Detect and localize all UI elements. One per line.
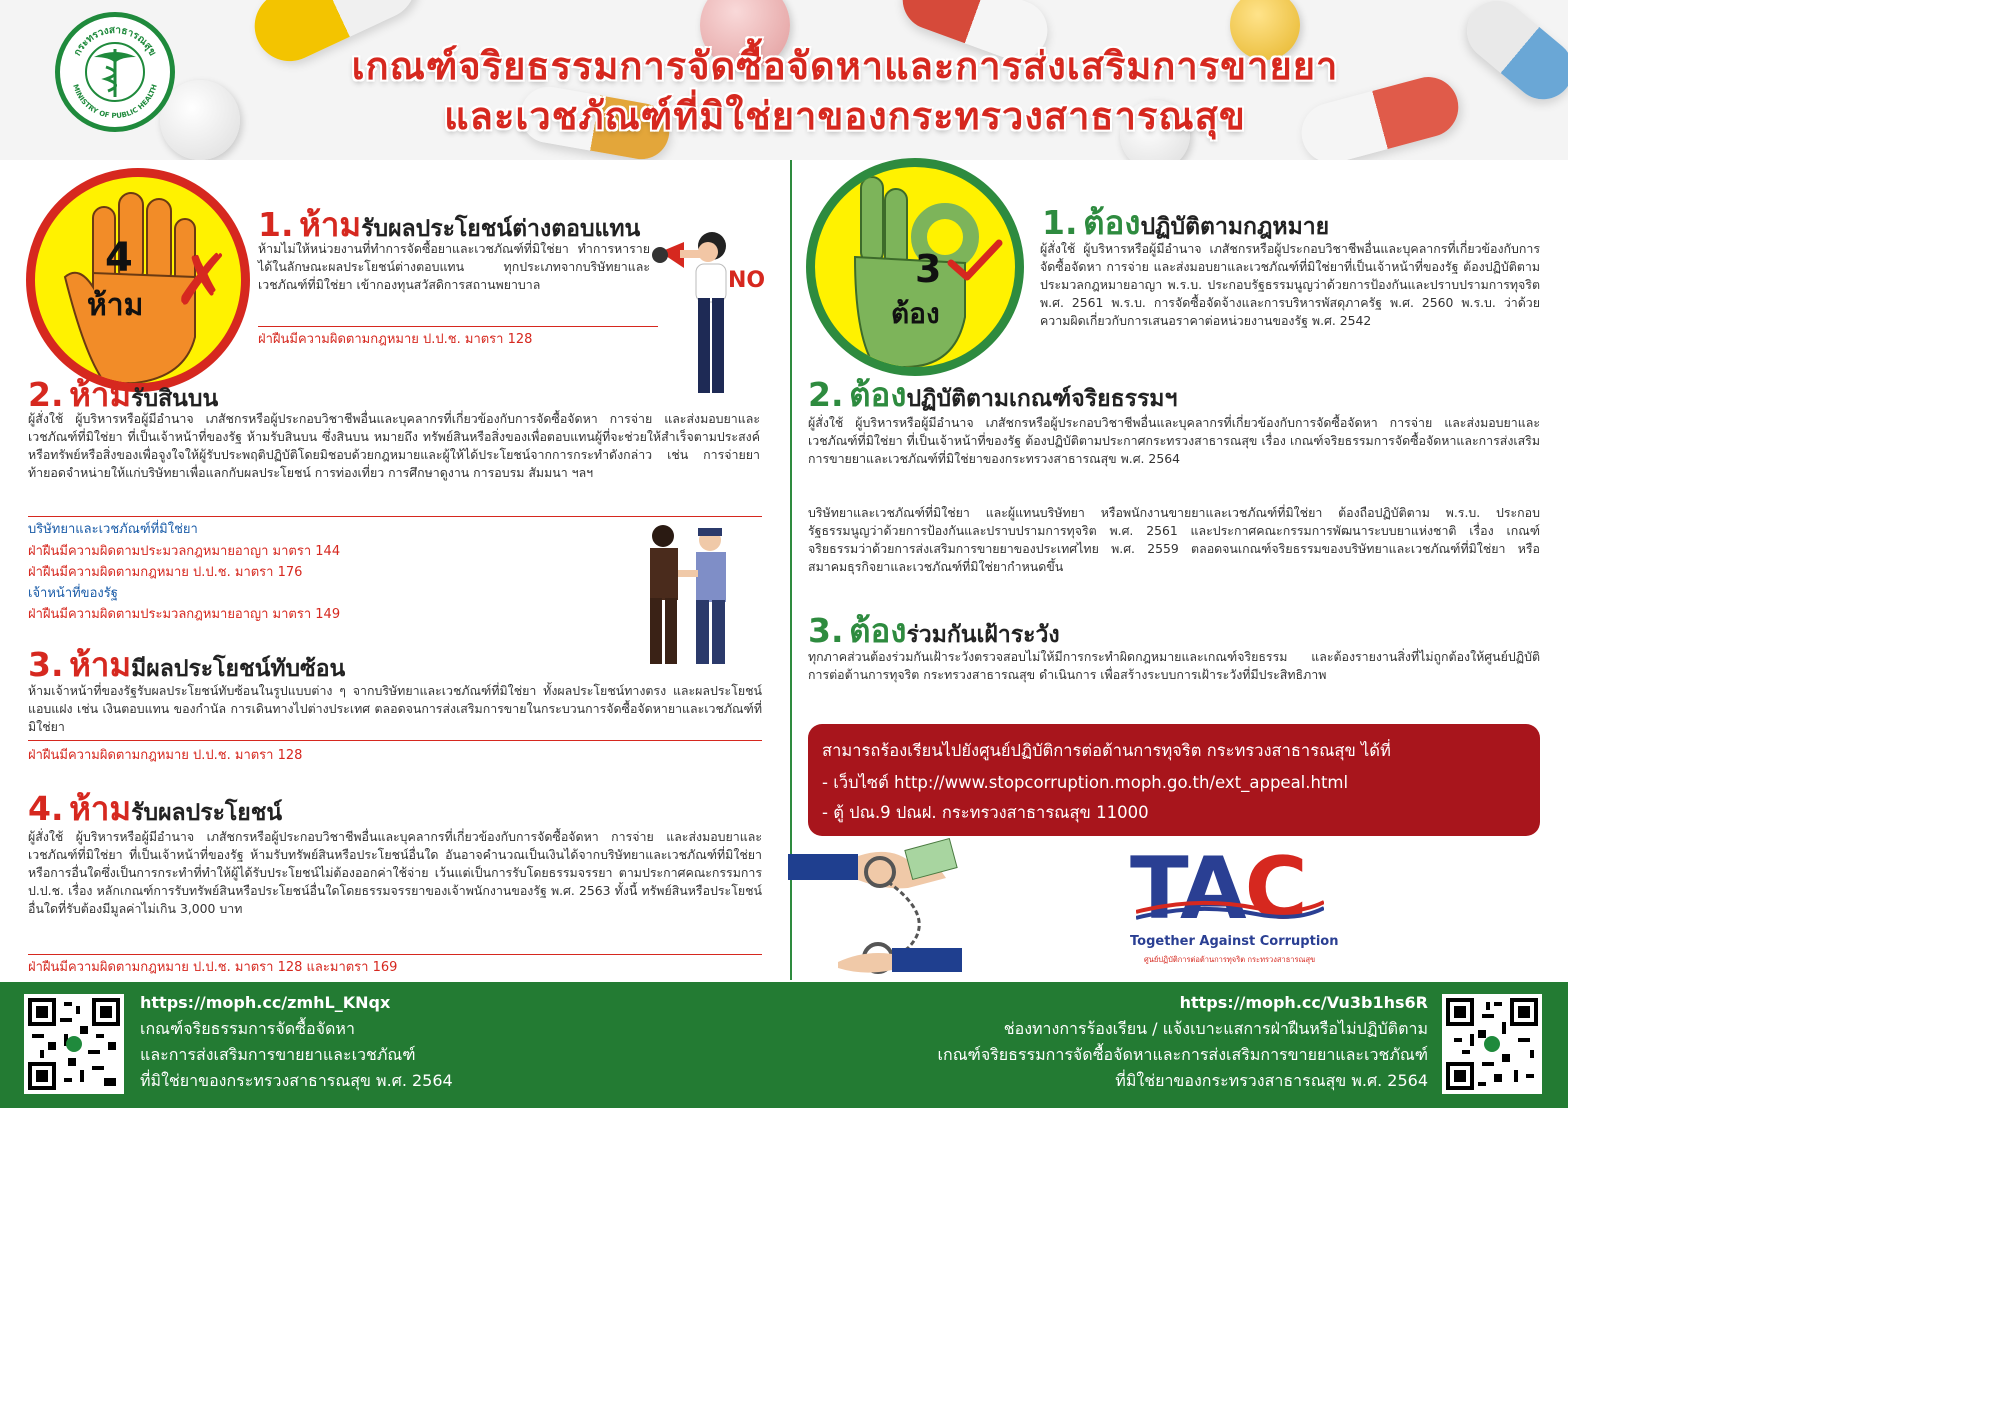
left-section-2-law1: ฝ่าฝืนมีความผิดตามประมวลกฎหมายอาญา มาตรา 144 xyxy=(28,544,341,559)
left-section-3-law: ฝ่าฝืนมีความผิดตามกฎหมาย ป.ป.ช. มาตรา 128 xyxy=(28,748,303,763)
left-section-1-body: ห้ามไม่ให้หน่วยงานที่ทำการจัดซื้อยาและเวชภัณฑ์ที่มิใช่ยา ทำการหารายได้ในลักษณะผลประโยชน์ต่างตอบแทน ทุกประเภทจากบริษัทยาและเวชภัณฑ์ที่มิใช่ยา เข้ากองทุนสวัสดิการสถานพยาบาล xyxy=(258,241,650,292)
left-section-3-body: ห้ามเจ้าหน้าที่ของรัฐรับผลประโยชน์ทับซ้อนในรูปแบบต่าง ๆ จากบริษัทยาและเวชภัณฑ์ที่มิใช่ยา ทั้งผลประโยชน์ทางตรง และผลประโยชน์แอบแฝง เช่น เงินตอบแทน ของกำนัล การเดินทางไปต่างประเทศ ตลอดจนการส่งเสริมการขายในกระบวนการจัดซื้อจัดหายาและเวชภัณฑ์ที่มิใช่ยา xyxy=(28,683,762,734)
right-section-2-body: ผู้สั่งใช้ ผู้บริหารหรือผู้มีอำนาจ เภสัชกรหรือผู้ประกอบวิชาชีพอื่นและบุคลากรที่เกี่ยวข้องกับการจัดซื้อจัดหา การจ่าย และส่งมอบยาและเวชภัณฑ์ที่มิใช่ยา ที่เป็นเจ้าหน้าที่ของรัฐ ต้องปฏิบัติตามประกาศกระทรวงสาธารณสุข เรื่อง เกณฑ์จริยธรรมการจัดซื้อจัดหาและการส่งเสริมการขายยาและเวชภัณฑ์ที่มิใช่ยาของกระทรวงสาธารณสุข พ.ศ. 2564 xyxy=(808,415,1540,466)
left-section-1-title: 1. ห้ามรับผลประโยชน์ต่างตอบแทน xyxy=(258,205,641,244)
x-mark-icon: ✗ xyxy=(173,239,232,321)
qr-code-right[interactable] xyxy=(1442,994,1542,1094)
woman-megaphone-illustration xyxy=(650,222,780,397)
footer-right-url[interactable]: https://moph.cc/Vu3b1hs6R xyxy=(1179,993,1428,1012)
handcuff-money-illustration xyxy=(788,838,978,978)
moph-logo xyxy=(55,12,175,132)
complaint-title: สามารถร้องเรียนไปยังศูนย์ปฏิบัติการต่อต้านการทุจริต กระทรวงสาธารณสุข ได้ที่ xyxy=(822,741,1391,760)
footer-bar xyxy=(0,982,1568,1108)
arrest-illustration xyxy=(628,522,748,670)
right-section-1-body: ผู้สั่งใช้ ผู้บริหารหรือผู้มีอำนาจ เภสัชกรหรือผู้ประกอบวิชาชีพอื่นและบุคลากรที่เกี่ยวข้องกับการจัดซื้อจัดหา การจ่าย และส่งมอบยาและเวชภัณฑ์ที่มิใช่ยาที่เป็นเจ้าหน้าที่ของรัฐ ต้องปฏิบัติตามประมวลกฎหมายอาญา พ.ร.บ. ประกอบรัฐธรรมนูญว่าด้วยการป้องกันและปราบปรามการทุจริต พ.ศ. 2561 พ.ร.บ. การจัดซื้อจัดจ้างและการบริหารพัสดุภาครัฐ พ.ศ. 2560 พ.ร.บ. ว่าด้วยความผิดเกี่ยวกับการเสนอราคาต่อหน่วยงานของรัฐ พ.ศ. 2542 xyxy=(1040,241,1540,328)
tac-logo xyxy=(1130,839,1339,974)
complaint-box xyxy=(808,724,1540,836)
page-title-line1: เกณฑ์จริยธรรมการจัดซื้อจัดหาและการส่งเสริมการขายยา xyxy=(351,44,1339,88)
footer-right-line2: เกณฑ์จริยธรรมการจัดซื้อจัดหาและการส่งเสริมการขายยาและเวชภัณฑ์ xyxy=(937,1045,1428,1064)
no-label: NO xyxy=(728,268,766,293)
left-section-4-title: 4. ห้ามรับผลประโยชน์ xyxy=(28,789,283,828)
badge-number: 3 xyxy=(915,247,942,291)
left-section-2-title: 2. ห้ามรับสินบน xyxy=(28,375,219,414)
left-section-3-title: 3. ห้ามมีผลประโยชน์ทับซ้อน xyxy=(28,645,346,684)
logo-top-text: กระทรวงสาธารณสุข xyxy=(72,24,158,58)
complaint-website[interactable]: - เว็บไซต์ http://www.stopcorruption.moph.go.th/ext_appeal.html xyxy=(822,773,1349,792)
footer-left-line2: และการส่งเสริมการขายยาและเวชภัณฑ์ xyxy=(140,1045,416,1064)
divider xyxy=(258,326,658,327)
check-mark-icon xyxy=(947,239,1003,283)
qr-code-icon xyxy=(24,994,124,1094)
right-section-3-title: 3. ต้องร่วมกันเฝ้าระวัง xyxy=(808,611,1060,650)
left-section-2-law2: ฝ่าฝืนมีความผิดตามกฎหมาย ป.ป.ช. มาตรา 176 xyxy=(28,565,303,580)
footer-right-line3: ที่มิใช่ยาของกระทรวงสาธารณสุข พ.ศ. 2564 xyxy=(1115,1071,1428,1090)
divider xyxy=(28,740,762,741)
left-section-2-sub1: บริษัทยาและเวชภัณฑ์ที่มิใช่ยา xyxy=(28,522,198,537)
page-title-line2: และเวชภัณฑ์ที่มิใช่ยาของกระทรวงสาธารณสุข xyxy=(444,94,1246,138)
four-prohibitions-badge xyxy=(26,168,250,392)
divider xyxy=(28,954,762,955)
right-section-2-body2: บริษัทยาและเวชภัณฑ์ที่มิใช่ยา และผู้แทนบริษัทยา หรือพนักงานขายยาและเวชภัณฑ์ที่มิใช่ยา ต้องถือปฏิบัติตาม พ.ร.บ. ประกอบรัฐธรรมนูญว่าด้วยการป้องกันและปราบปรามการทุจริต พ.ศ. 2561 และประกาศคณะกรรมการพัฒนาระบบยาแห่งชาติ เรื่อง เกณฑ์จริยธรรมว่าด้วยการส่งเสริมการขายยาของประเทศไทย พ.ศ. 2559 ตลอดจนเกณฑ์จริยธรรมของบริษัทยาและเวชภัณฑ์ที่มิใช่ยา หรือสมาคมธุรกิจยาและเวชภัณฑ์ที่มิใช่ยากำหนดขึ้น xyxy=(808,505,1540,574)
left-section-2-body: ผู้สั่งใช้ ผู้บริหารหรือผู้มีอำนาจ เภสัชกรหรือผู้ประกอบวิชาชีพอื่นและบุคลากรที่เกี่ยวข้องกับการจัดซื้อจัดหา การจ่าย และส่งมอบยาและเวชภัณฑ์ที่มิใช่ยา ที่เป็นเจ้าหน้าที่ของรัฐ ห้ามรับสินบน ซึ่งสินบน หมายถึง ทรัพย์สินหรือสิ่งของเพื่อตอบแทนผู้ที่จะช่วยให้สำเร็จตามประสงค์ หรือทรัพย์หรือสิ่งของเพื่อจูงใจให้ผู้รับประพฤติปฏิบัติโดยมิชอบด้วยกฎหมายและผู้ให้ได้ประโยชน์จากการกระทำดังกล่าว เช่น การจ่ายยา ท้ายอดจำหน่ายให้แก่บริษัทยาเพื่อแลกกับผลประโยชน์ การท่องเที่ยว การศึกษาดูงาน การอบรม สัมมนา ฯลฯ xyxy=(28,411,760,480)
qr-code-left[interactable] xyxy=(24,994,124,1094)
left-section-2-law3: ฝ่าฝืนมีความผิดตามประมวลกฎหมายอาญา มาตรา 149 xyxy=(28,607,341,622)
badge-label: ห้าม xyxy=(87,288,144,323)
left-section-1-law: ฝ่าฝืนมีความผิดตามกฎหมาย ป.ป.ช. มาตรา 128 xyxy=(258,332,533,347)
right-section-1-title: 1. ต้องปฏิบัติตามกฎหมาย xyxy=(1042,203,1330,242)
footer-left-line1: เกณฑ์จริยธรรมการจัดซื้อจัดหา xyxy=(140,1019,355,1038)
right-section-3-body: ทุกภาคส่วนต้องร่วมกันเฝ้าระวังตรวจสอบไม่ให้มีการกระทำผิดกฎหมายและเกณฑ์จริยธรรม และต้องรายงานสิ่งที่ไม่ถูกต้องให้ศูนย์ปฏิบัติการต่อต้านการทุจริต กระทรวงสาธารณสุข ดำเนินการ เพื่อสร้างระบบการเฝ้าระวังที่มีประสิทธิภาพ xyxy=(808,649,1540,682)
tac-ribbon-icon xyxy=(1136,894,1324,920)
footer-right-line1: ช่องทางการร้องเรียน / แจ้งเบาะแสการฝ่าฝืนหรือไม่ปฏิบัติตาม xyxy=(1003,1019,1428,1038)
right-section-2-title: 2. ต้องปฏิบัติตามเกณฑ์จริยธรรมฯ xyxy=(808,375,1178,414)
tac-letters: TAC xyxy=(1130,839,1306,939)
footer-left-url[interactable]: https://moph.cc/zmhL_KNqx xyxy=(140,993,391,1012)
left-section-2-sub2: เจ้าหน้าที่ของรัฐ xyxy=(28,586,118,601)
complaint-pobox: - ตู้ ปณ.9 ปณฝ. กระทรวงสาธารณสุข 11000 xyxy=(822,803,1149,822)
footer-left-line3: ที่มิใช่ยาของกระทรวงสาธารณสุข พ.ศ. 2564 xyxy=(140,1071,453,1090)
tac-tagline: Together Against Corruption xyxy=(1130,934,1339,949)
left-section-4-law: ฝ่าฝืนมีความผิดตามกฎหมาย ป.ป.ช. มาตรา 128 และมาตรา 169 xyxy=(28,960,398,975)
caduceus-icon xyxy=(60,17,170,127)
qr-code-icon xyxy=(1442,994,1542,1094)
badge-label: ต้อง xyxy=(891,297,940,330)
three-requirements-badge xyxy=(806,158,1024,376)
divider xyxy=(28,516,762,517)
logo-bottom-text: MINISTRY OF PUBLIC HEALTH xyxy=(71,83,159,121)
tac-subtitle: ศูนย์ปฏิบัติการต่อต้านการทุจริต กระทรวงสาธารณสุข xyxy=(1144,955,1316,964)
header-banner xyxy=(0,0,1568,160)
left-section-4-body: ผู้สั่งใช้ ผู้บริหารหรือผู้มีอำนาจ เภสัชกรหรือผู้ประกอบวิชาชีพอื่นและบุคลากรที่เกี่ยวข้องกับการจัดซื้อจัดหา การจ่าย และส่งมอบยาและเวชภัณฑ์ที่มิใช่ยา ที่เป็นเจ้าหน้าที่ของรัฐ ห้ามรับทรัพย์สินหรือประโยชน์อื่นใด อันอาจคำนวณเป็นเงินได้จากบริษัทยาและเวชภัณฑ์ที่มิใช่ยา หรือการอื่นใดซึ่งเป็นการกระทำที่ทำให้ผู้ได้รับประโยชน์ไม่ต้องออกค่าใช้จ่าย เว้นแต่เป็นการรับโดยธรรมจรรยา ตามประกาศคณะกรรมการ ป.ป.ช. เรื่อง หลักเกณฑ์การรับทรัพย์สินหรือประโยชน์อื่นใดโดยธรรมจรรยาของเจ้าพนักงานของรัฐ พ.ศ. 2563 ทั้งนี้ ทรัพย์สินหรือประโยชน์อื่นใดที่รับต้องมีมูลค่าไม่เกิน 3,000 บาท xyxy=(28,829,762,916)
badge-number: 4 xyxy=(105,235,133,281)
